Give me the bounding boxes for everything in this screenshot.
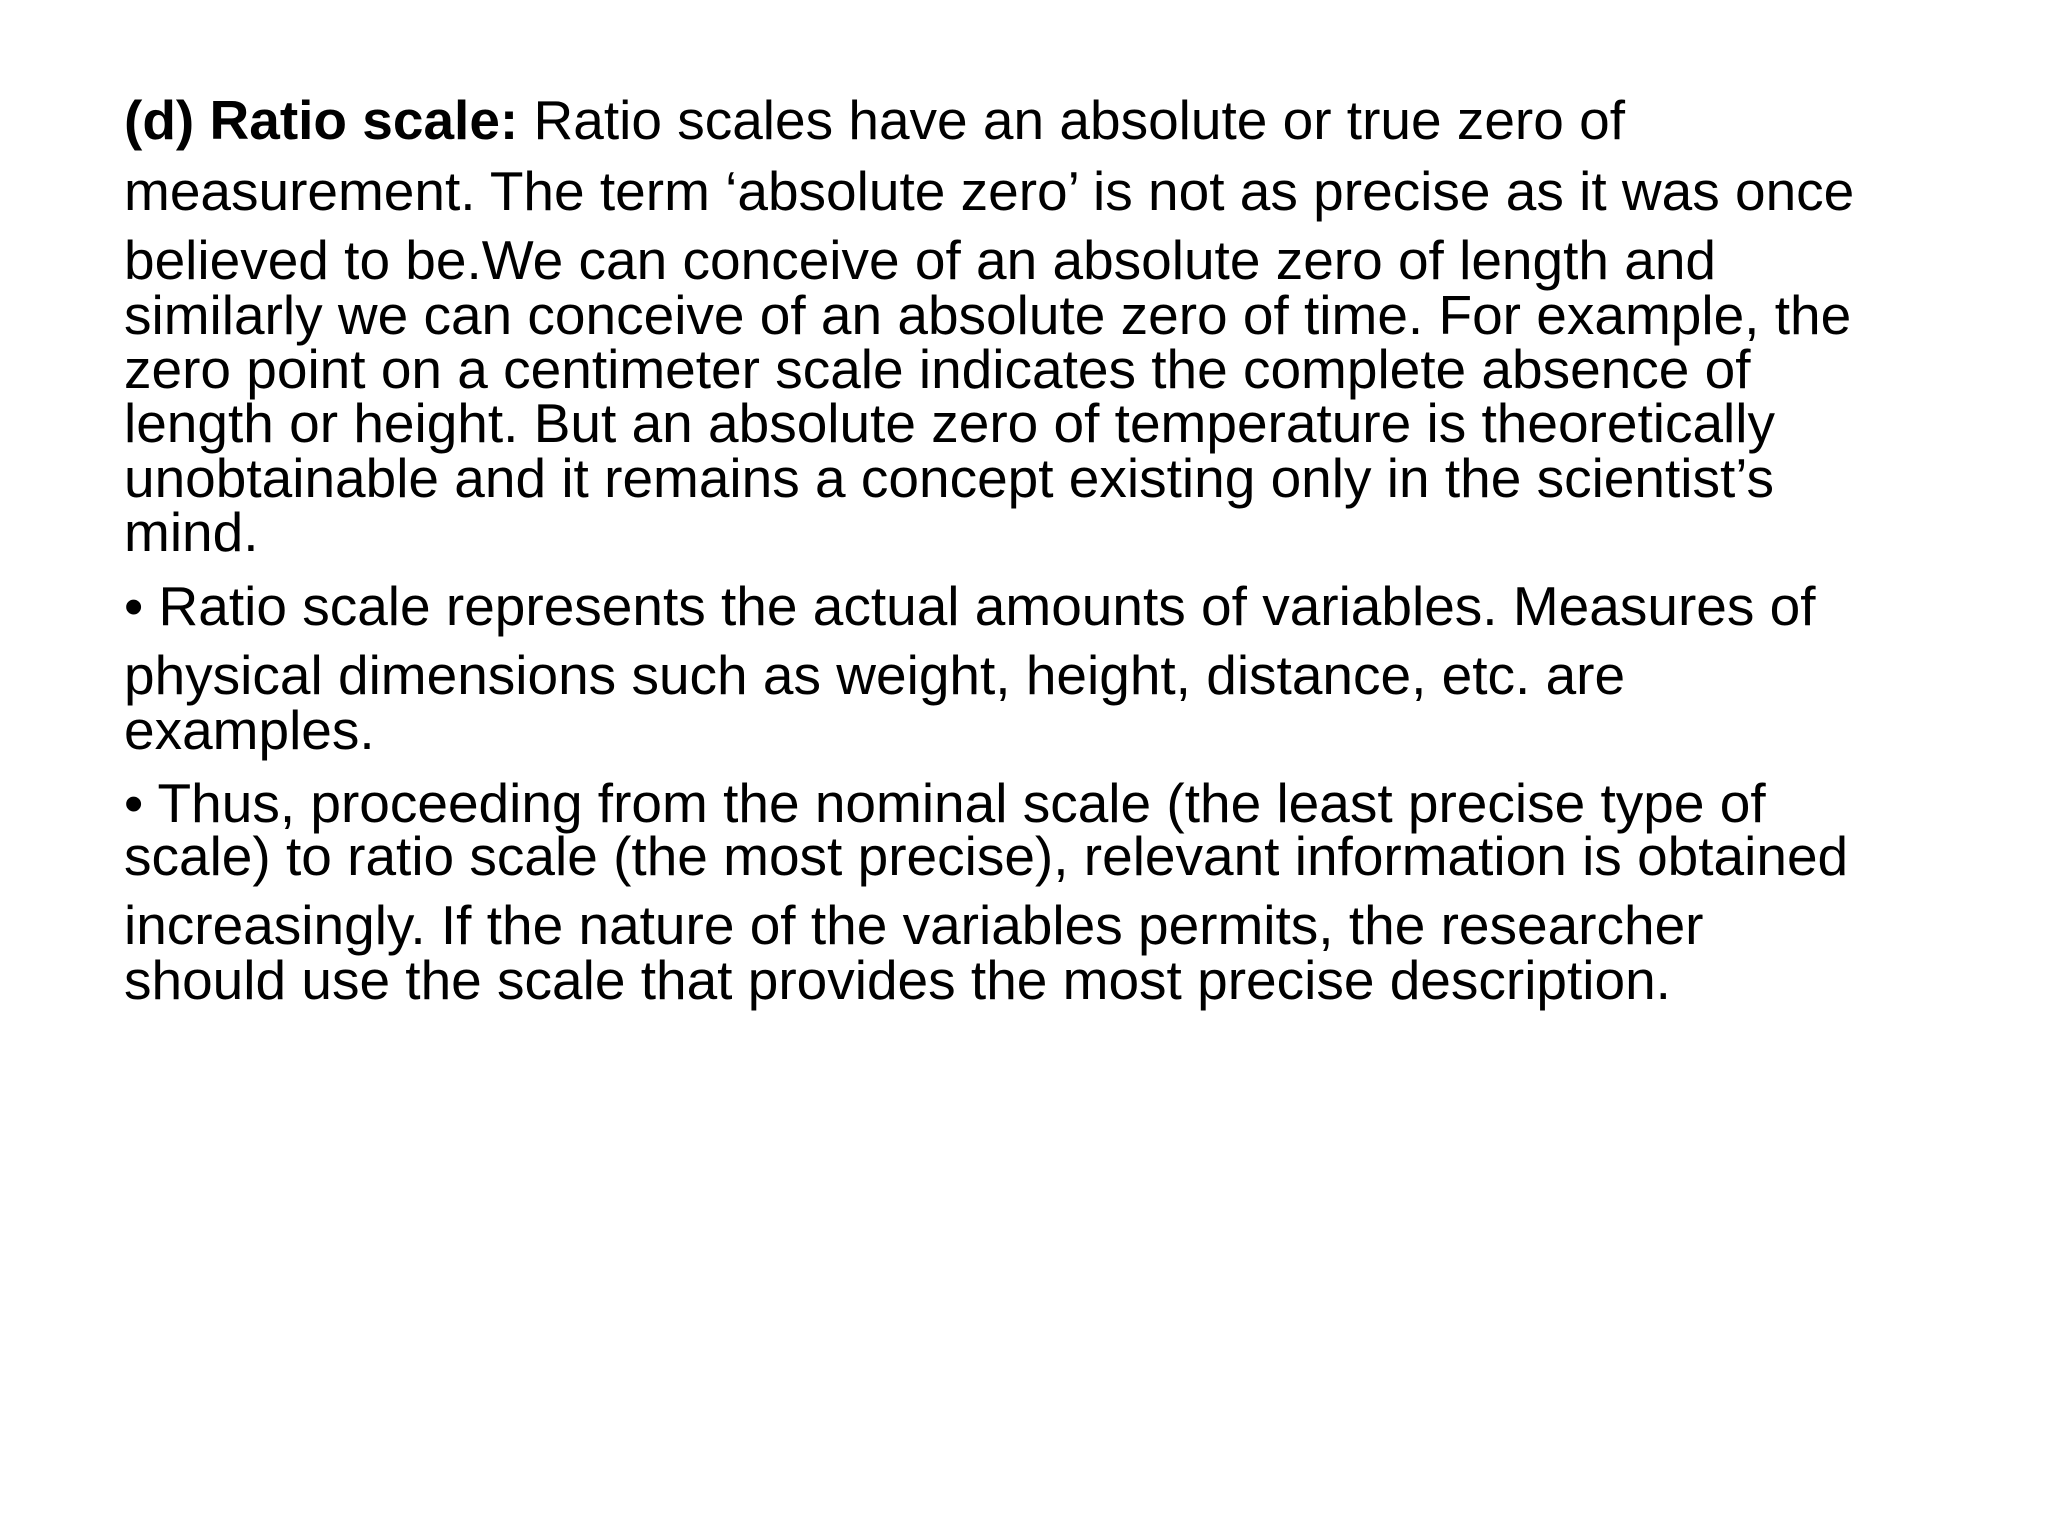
paragraph-text: Ratio scales have an absolute or true zero of xyxy=(518,89,1625,151)
bullet-line: examples. xyxy=(124,699,375,761)
bullet-line: physical dimensions such as weight, height, distance, etc. are xyxy=(124,644,1626,706)
bullet-line: • Thus, proceeding from the nominal scale (the least precise type of xyxy=(124,772,1766,834)
ratio-scale-heading: (d) Ratio scale: xyxy=(124,89,519,151)
paragraph-line: length or height. But an absolute zero of temperature is theoretically xyxy=(124,392,1775,454)
bullet-line: should use the scale that provides the most precise description. xyxy=(124,949,1671,1011)
paragraph-line: mind. xyxy=(124,501,259,563)
paragraph-line: believed to be.We can conceive of an absolute zero of length and xyxy=(124,229,1717,291)
paragraph-line: zero point on a centimeter scale indicates the complete absence of xyxy=(124,338,1751,400)
paragraph-line: measurement. The term ‘absolute zero’ is not as precise as it was once xyxy=(124,160,1855,222)
bullet-line: increasingly. If the nature of the variables permits, the researcher xyxy=(124,894,1704,956)
bullet-line: scale) to ratio scale (the most precise), relevant information is obtained xyxy=(124,825,1849,887)
paragraph-line: unobtainable and it remains a concept existing only in the scientist’s xyxy=(124,447,1774,509)
paragraph-line xyxy=(124,89,1625,151)
bullet-line: • Ratio scale represents the actual amounts of variables. Measures of xyxy=(124,575,1816,637)
paragraph-line: similarly we can conceive of an absolute zero of time. For example, the xyxy=(124,284,1852,346)
